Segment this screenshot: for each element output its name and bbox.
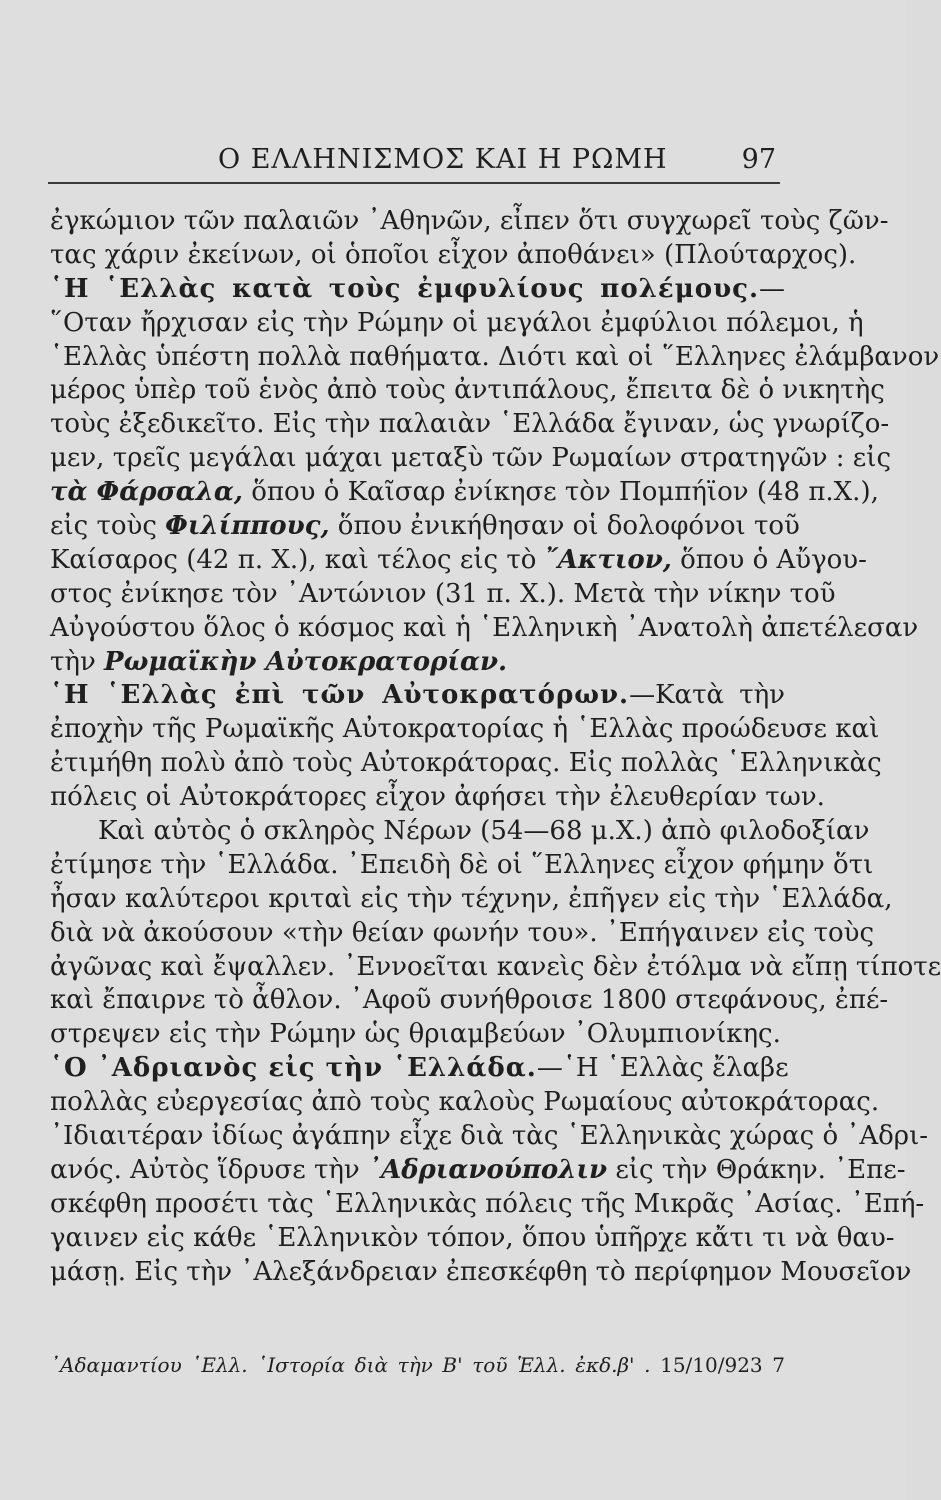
line-text: διὰ νὰ ἀκούσουν «τὴν θείαν φωνήν του». ᾿Επήγαινεν εἰς τοὺς	[50, 917, 875, 948]
line-text: τας χάριν ἐκείνων, οἱ ὁποῖοι εἶχον ἀποθάνει» (Πλούταρχος).	[50, 239, 857, 270]
line-text: ὅπου ὁ Καῖσαρ ἐνίκησε τὸν Πομπήϊον (48 π.Χ.),	[242, 477, 879, 508]
text-line	[50, 781, 825, 815]
body-text	[50, 205, 941, 1290]
printer-signature-line	[50, 1350, 785, 1380]
line-text: ᾿Ιδιαιτέραν ἰδίως ἀγάπην εἶχε διὰ τὰς ῾Ελληνικὰς χώρας ὁ ᾿Αδρι-	[50, 1121, 929, 1152]
line-text: σκέφθη προσέτι τὰς ῾Ελληνικὰς πόλεις τῆς Μικρᾶς ᾿Ασίας. ᾿Επή-	[50, 1188, 925, 1219]
text-line	[50, 1018, 785, 1052]
text-line	[50, 951, 941, 985]
header-title: Ο ΕΛΛΗΝΙΣΜΟΣ ΚΑΙ Η ΡΩΜΗ	[218, 144, 668, 175]
text-line	[50, 544, 867, 578]
line-text: Καίσαρος (42 π. Χ.), καὶ τέλος εἰς τὸ	[50, 544, 545, 575]
text-line	[50, 713, 880, 747]
text-line	[50, 239, 857, 273]
line-text: —Κατὰ τὴν	[629, 680, 785, 711]
text-line	[50, 849, 874, 883]
signature-text: ᾿Αδαμαντίου ῾Ελλ. ῾Ιστορία διὰ τὴν Β' τοῦ Ἑλλ. ἐκδ.β' .	[50, 1353, 651, 1377]
line-text-continued: ὅπου ὁ Αὔγου-	[671, 544, 867, 575]
text-line	[50, 815, 870, 849]
page-number: 97	[741, 144, 776, 175]
line-text: ἐτίμησε τὴν ῾Ελλάδα. ᾿Επειδὴ δὲ οἱ ῞Ελληνες εἶχον φήμην ὅτι	[50, 849, 874, 880]
line-text: καὶ ἔπαιρνε τὸ ἆθλον. ᾿Αφοῦ συνήθροισε 1800 στεφάνους, ἐπέ-	[50, 985, 889, 1016]
line-text: —῾Η ῾Ελλὰς ἔλαβε	[536, 1053, 789, 1084]
line-text: —	[759, 273, 785, 304]
text-line	[50, 476, 879, 510]
line-text: ἀγῶνας καὶ ἔψαλλεν. ᾿Εννοεῖται κανεὶς δὲν ἐτόλμα νὰ εἴπῃ τίποτε	[50, 951, 941, 982]
text-line	[50, 578, 836, 612]
line-text-continued: ὅπου ἐνικήθησαν οἱ δολοφόνοι τοῦ	[329, 511, 800, 542]
line-text: Αὐγούστου ὅλος ὁ κόσμος καὶ ἡ ῾Ελληνικὴ ᾿Ανατολὴ ἀπετέλεσαν	[50, 612, 919, 643]
section-heading: ῾Η ῾Ελλὰς κατὰ τοὺς ἐμφυλίους πολέμους.	[50, 273, 759, 304]
line-text: τὴν	[50, 646, 105, 677]
text-line	[50, 1222, 895, 1256]
text-line	[50, 341, 940, 375]
text-line	[50, 510, 800, 544]
text-line	[50, 307, 864, 341]
line-text: μεν, τρεῖς μεγάλαι μάχαι μεταξὺ τῶν Ρωμαίων στρατηγῶν : εἰς	[50, 443, 892, 474]
line-text: ἐποχὴν τῆς Ρωμαϊκῆς Αὐτοκρατορίας ἡ ῾Ελλὰς προώδευσε καὶ	[50, 714, 880, 745]
text-line	[50, 442, 892, 476]
line-text-continued: εἰς τὴν Θράκην. ᾿Επε-	[607, 1154, 906, 1185]
text-line	[50, 374, 885, 408]
text-line	[50, 1086, 880, 1120]
line-text: ἐγκώμιον τῶν παλαιῶν ᾿Αθηνῶν, εἶπεν ὅτι συγχωρεῖ τοὺς ζῶν-	[50, 206, 889, 236]
text-line	[50, 1154, 906, 1188]
emphasized-name: ῎Ακτιον,	[544, 544, 672, 575]
line-text: στος ἐνίκησε τὸν ᾿Αντώνιον (31 π. Χ.). Μετὰ τὴν νίκην τοῦ	[50, 578, 836, 609]
emphasized-name: Ρωμαϊκὴν Αὐτοκρατορίαν.	[104, 646, 508, 677]
text-line	[50, 679, 785, 713]
text-line	[50, 612, 919, 646]
text-line	[50, 1120, 929, 1154]
line-text: πόλεις οἱ Αὐτοκράτορες εἶχον ἀφήσει τὴν ἐλευθερίαν των.	[50, 782, 825, 813]
text-line	[50, 408, 890, 442]
line-text: ἦσαν καλύτεροι κριταὶ εἰς τὴν τέχνην, ἐπῆγεν εἰς τὴν ῾Ελλάδα,	[50, 883, 893, 914]
line-text: γαινεν εἰς κάθε ῾Ελληνικὸν τόπον, ὅπου ὑπῆρχε κἄτι τι νὰ θαυ-	[50, 1222, 895, 1253]
text-line	[50, 917, 875, 951]
text-line	[50, 1256, 912, 1290]
line-text: στρεψεν εἰς τὴν Ρώμην ὡς θριαμβεύων ᾿Ολυμπιονίκης.	[50, 1019, 781, 1050]
emphasized-name: τὰ Φάρσαλα,	[50, 477, 243, 508]
line-text: ῞Οταν ἤρχισαν εἰς τὴν Ρώμην οἱ μεγάλοι ἐμφύλιοι πόλεμοι, ἡ	[50, 307, 864, 338]
line-text: τοὺς ἐξεδικεῖτο. Εἰς τὴν παλαιὰν ῾Ελλάδα ἔγιναν, ὡς γνωρίζο-	[50, 409, 890, 440]
text-line	[50, 883, 893, 917]
line-text: μάσῃ. Εἰς τὴν ᾿Αλεξάνδρειαν ἐπεσκέφθη τὸ περίφημον Μουσεῖον	[50, 1256, 912, 1287]
text-line	[50, 646, 785, 680]
section-heading: ῾Ο ᾿Αδριανὸς εἰς τὴν ῾Ελλάδα.	[50, 1053, 537, 1084]
print-date: 15/10/923 7	[660, 1353, 785, 1377]
text-line	[50, 747, 882, 781]
running-header	[48, 142, 780, 184]
line-text: εἰς τοὺς	[50, 511, 166, 542]
text-line	[50, 1188, 925, 1222]
text-line	[50, 273, 785, 307]
text-line	[50, 205, 889, 239]
line-text: ῾Ελλὰς ὑπέστη πολλὰ παθήματα. Διότι καὶ οἱ ῞Ελληνες ἐλάμβανον	[50, 341, 940, 372]
line-text: ἐτιμήθη πολὺ ἀπὸ τοὺς Αὐτοκράτορας. Εἰς πολλὰς ῾Ελληνικὰς	[50, 748, 882, 779]
line-text: μέρος ὑπὲρ τοῦ ἑνὸς ἀπὸ τοὺς ἀντιπάλους, ἔπειτα δὲ ὁ νικητὴς	[50, 375, 885, 406]
line-text: Καὶ αὐτὸς ὁ σκληρὸς Νέρων (54—68 μ.Χ.) ἀπὸ φιλοδοξίαν	[98, 816, 870, 847]
line-text: πολλὰς εὐεργεσίας ἀπὸ τοὺς καλοὺς Ρωμαίους αὐτοκράτορας.	[50, 1087, 880, 1118]
emphasized-name: ᾿Αδριανούπολιν	[368, 1154, 608, 1185]
section-heading: ῾Η ῾Ελλὰς ἐπὶ τῶν Αὐτοκρατόρων.	[50, 680, 630, 711]
line-text: ανός. Αὐτὸς ἵδρυσε τὴν	[50, 1154, 369, 1185]
emphasized-name: Φιλίππους,	[165, 511, 330, 542]
text-line	[50, 984, 889, 1018]
text-line	[50, 1052, 789, 1086]
